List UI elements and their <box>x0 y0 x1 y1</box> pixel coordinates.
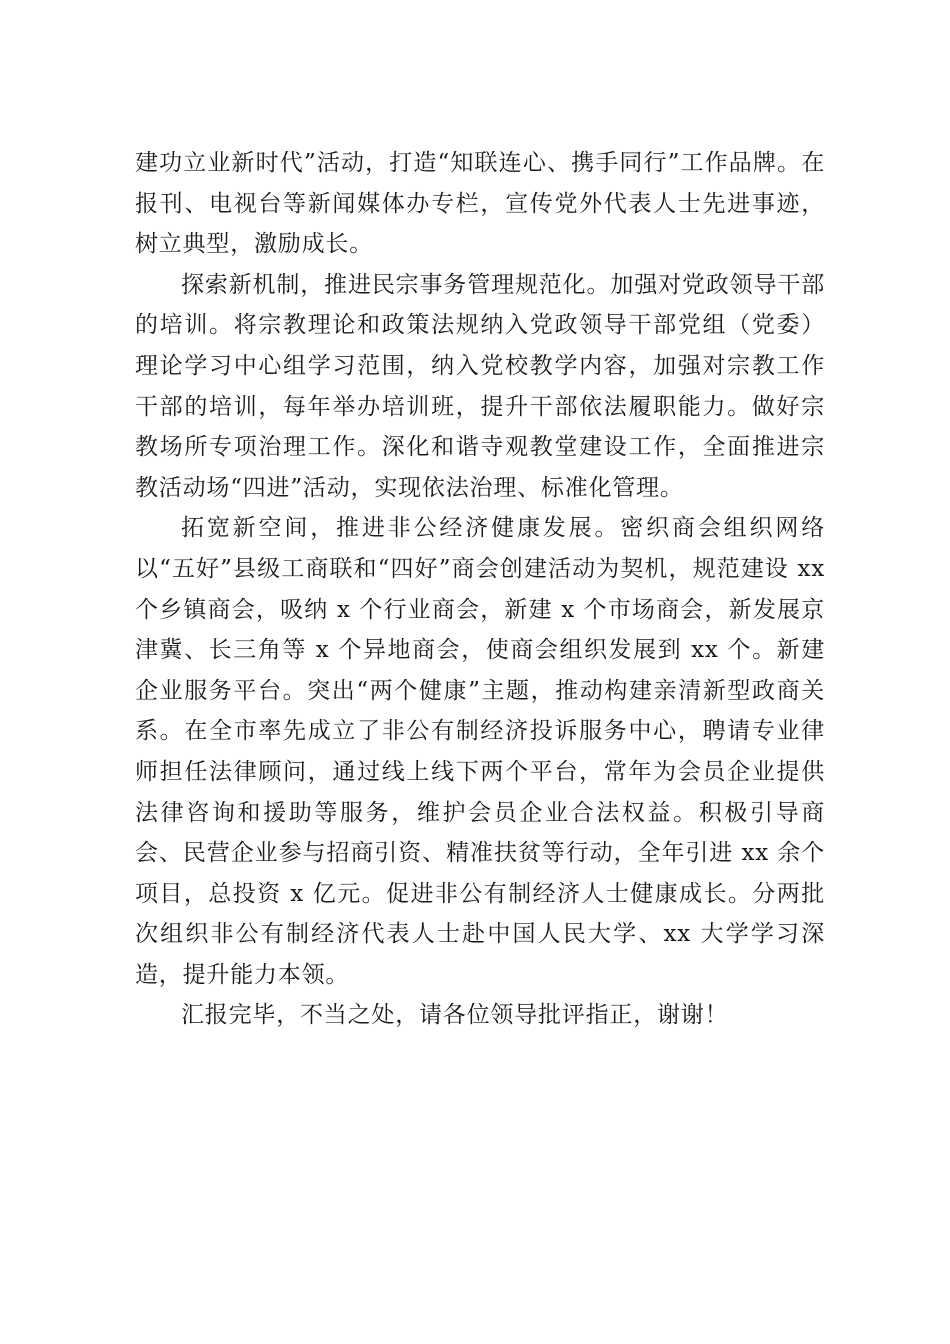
paragraph-religious-affairs: 探索新机制，推进民宗事务管理规范化。加强对党政领导干部的培训。将宗教理论和政策法规纳入党政领导干部党组（党委）理论学习中心组学习范围，纳入党校教学内容，加强对宗教工作干部的培训，每年举办培训班，提升干部依法履职能力。做好宗教场所专项治理工作。深化和谐寺观教堂建设工作，全面推进宗教活动场“四进”活动，实现依法治理、标准化管理。 <box>135 271 825 501</box>
document-body <box>135 143 825 1036</box>
paragraph-continuation: 建功立业新时代”活动，打造“知联连心、携手同行”工作品牌。在报刊、电视台等新闻媒体办专栏，宣传党外代表人士先进事迹，树立典型，激励成长。 <box>135 150 825 258</box>
paragraph-non-public-economy: 拓宽新空间，推进非公经济健康发展。密织商会组织网络以“五好”县级工商联和“四好”商会创建活动为契机，规范建设 xx 个乡镇商会，吸纳 x 个行业商会，新建 x 个市场商会，新发展京津冀、长三角等 x 个异地商会，使商会组织发展到 xx 个。新建企业服务平台。突出“两个健康”主题，推动构建亲清新型政商关系。在全市率先成立了非公有制经济投诉服务中心，聘请专业律师担任法律顾问，通过线上线下两个平台，常年为会员企业提供法律咨询和援助等服务，维护会员企业合法权益。积极引导商会、民营企业参与招商引资、精准扶贫等行动，全年引进 xx 余个项目，总投资 x 亿元。促进非公有制经济人士健康成长。分两批次组织非公有制经济代表人士赴中国人民大学、xx 大学学习深造，提升能力本领。 <box>135 515 825 988</box>
paragraph-closing: 汇报完毕，不当之处，请各位领导批评指正，谢谢！ <box>181 1002 729 1029</box>
